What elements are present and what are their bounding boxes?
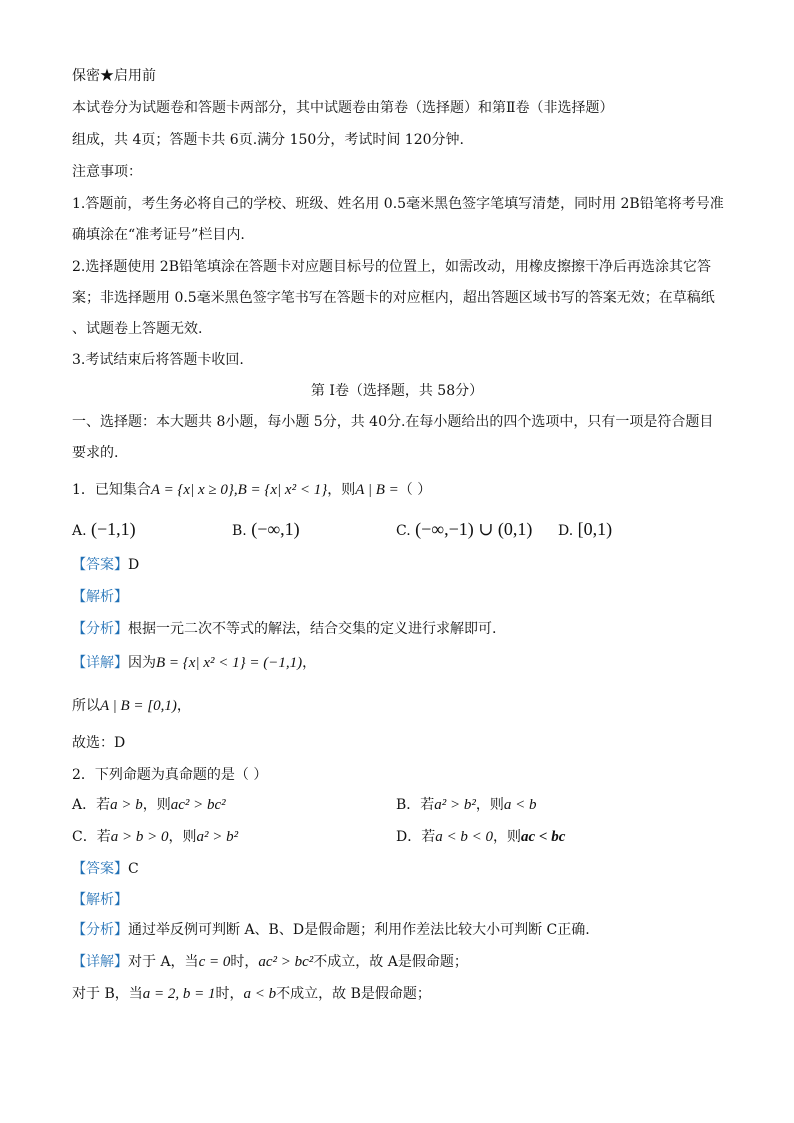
q2-xj2-prefix: 对于 B，当: [72, 986, 143, 1002]
q1-then: ，则: [327, 482, 356, 498]
q2-option-c-label: C．若: [72, 829, 111, 845]
q1-option-a-label: A.: [72, 523, 87, 539]
part1-instruction-line-1: 一、选择题：本大题共 8小题，每小题 5分，共 40分.在每小题给出的四个选项中，只有一项是符合题目: [72, 414, 714, 430]
q2-xj1-suffix: 不成立，故 A是假命题；: [313, 954, 468, 970]
q2-xj1-expr: ac² > bc²: [258, 954, 314, 970]
q1-option-d: [558, 518, 612, 542]
q1-option-c-value: (−∞,−1) ∪ (0,1): [415, 519, 533, 539]
q2-option-d-result: ac < bc: [520, 829, 566, 845]
q1-so-expr: A | B = [0,1): [100, 698, 177, 714]
q1-option-d-label: D.: [558, 523, 574, 539]
q1-expression: A | B =: [355, 482, 399, 498]
q2-xj2-suffix: 不成立，故 B是假命题；: [276, 986, 431, 1002]
q1-so-suffix: ，: [176, 698, 191, 714]
q2-option-a-result: ac² > bc²: [170, 797, 226, 813]
q1-answer-tag: 【答案】: [72, 557, 128, 573]
q2-fenxi: [72, 920, 590, 940]
intro-line-2: 组成，共 4页；答题卡共 6页.满分 150分，考试时间 120分钟.: [72, 132, 464, 148]
q2-option-c-mid: ，则: [168, 829, 197, 845]
q2-xj2-cond: a = 2, b = 1: [142, 986, 216, 1002]
q2-xj2-expr: a < b: [243, 986, 277, 1002]
q2-option-a: [72, 794, 226, 816]
q1-set-a: A = {x| x ≥ 0}: [150, 482, 234, 498]
q2-xj1-mid: 时，: [230, 954, 259, 970]
q2-answer: [72, 859, 139, 879]
q2-option-d: [396, 826, 565, 848]
note-1-line-2: 确填涂在“准考证号”栏目内.: [72, 227, 245, 243]
q1-option-c-label: C.: [396, 523, 411, 539]
q1-option-a: [72, 518, 136, 542]
q1-stem-prefix: 1．已知集合: [72, 482, 151, 498]
confidential-label: 保密★启用前: [72, 68, 156, 84]
q1-analysis-tag: [72, 587, 128, 607]
q1-blank: （ ）: [398, 482, 432, 498]
note-2-line-2: 案；非选择题用 0.5毫米黑色签字笔书写在答题卡的对应框内，超出答题区域书写的答案无效；在草稿纸: [72, 290, 715, 306]
q1-so: [72, 696, 191, 716]
q1-choose: 故选：D: [72, 735, 126, 751]
section-title: 第 I卷（选择题，共 58分）: [310, 383, 484, 399]
q1-option-d-value: [0,1): [577, 519, 613, 539]
q2-xiangjie-2: [72, 984, 431, 1004]
q1-xiangjie-tag: 【详解】: [72, 655, 128, 671]
q2-option-b-label: B．若: [396, 797, 435, 813]
q2-xiangjie-tag: 【详解】: [72, 954, 128, 970]
q1-xiangjie-prefix: 因为: [128, 655, 156, 671]
q2-option-b-result: a < b: [503, 797, 537, 813]
q2-analysis-label: 【解析】: [72, 892, 128, 908]
q2-analysis-tag: [72, 890, 128, 910]
question-1-stem: [72, 480, 431, 500]
q1-comma: ,: [233, 482, 238, 498]
q2-option-a-mid: ，则: [142, 797, 171, 813]
q1-option-b-value: (−∞,1): [251, 519, 300, 539]
q1-answer: [72, 555, 139, 575]
question-2-stem: 2．下列命题为真命题的是（ ）: [72, 767, 268, 783]
q2-option-c-result: a² > b²: [196, 829, 239, 845]
q1-fenxi-tag: 【分析】: [72, 621, 128, 637]
note-1-line-1: 1.答题前，考生务必将自己的学校、班级、姓名用 0.5毫米黑色签字笔填写清楚，同时用 2B铅笔将考号准: [72, 196, 724, 212]
q2-option-b-mid: ，则: [475, 797, 504, 813]
q2-fenxi-tag: 【分析】: [72, 922, 128, 938]
q1-option-c: [396, 518, 532, 542]
q2-xiangjie-1: [72, 952, 468, 972]
q2-option-c: [72, 826, 238, 848]
q2-option-a-label: A．若: [72, 797, 111, 813]
q1-so-prefix: 所以: [72, 698, 100, 714]
part1-instruction-line-2: 要求的.: [72, 445, 119, 461]
q2-xj1-cond: c = 0: [198, 954, 231, 970]
q2-fenxi-text: 通过举反例可判断 A、B、D是假命题；利用作差法比较大小可判断 C正确.: [128, 922, 590, 938]
q2-option-d-label: D．若: [396, 829, 436, 845]
q2-option-a-cond: a > b: [110, 797, 143, 813]
note-3: 3.考试结束后将答题卡收回.: [72, 352, 244, 368]
q1-analysis-label: 【解析】: [72, 589, 128, 605]
q1-fenxi: [72, 619, 496, 639]
q2-xj2-mid: 时，: [215, 986, 244, 1002]
q1-xiangjie-expr: B = {x| x² < 1} = (−1,1): [156, 655, 303, 671]
q1-xiangjie-suffix: ，: [302, 655, 317, 671]
q2-option-d-mid: ，则: [492, 829, 521, 845]
q1-xiangjie: [72, 653, 316, 673]
q2-answer-tag: 【答案】: [72, 861, 128, 877]
q2-xj1-prefix: 对于 A，当: [128, 954, 199, 970]
q1-option-b-label: B.: [232, 523, 247, 539]
q1-option-b: [232, 518, 300, 542]
q1-fenxi-text: 根据一元二次不等式的解法，结合交集的定义进行求解即可.: [128, 621, 497, 637]
q2-option-d-cond: a < b < 0: [435, 829, 493, 845]
note-2-line-3: 、试题卷上答题无效.: [72, 321, 203, 337]
intro-line-1: 本试卷分为试题卷和答题卡两部分，其中试题卷由第卷（选择题）和第Ⅱ卷（非选择题）: [72, 100, 614, 116]
q1-option-a-value: (−1,1): [91, 519, 136, 539]
q2-option-b: [396, 794, 537, 816]
notes-title: 注意事项：: [72, 164, 142, 180]
note-2-line-1: 2.选择题使用 2B铅笔填涂在答题卡对应题目标号的位置上，如需改动，用橡皮擦擦干净后再选涂其它答: [72, 259, 712, 275]
q2-answer-value: C: [128, 861, 139, 877]
q2-option-b-cond: a² > b²: [434, 797, 476, 813]
q1-answer-value: D: [128, 557, 140, 573]
q2-option-c-cond: a > b > 0: [110, 829, 169, 845]
q1-set-b: B = {x| x² < 1}: [237, 482, 328, 498]
